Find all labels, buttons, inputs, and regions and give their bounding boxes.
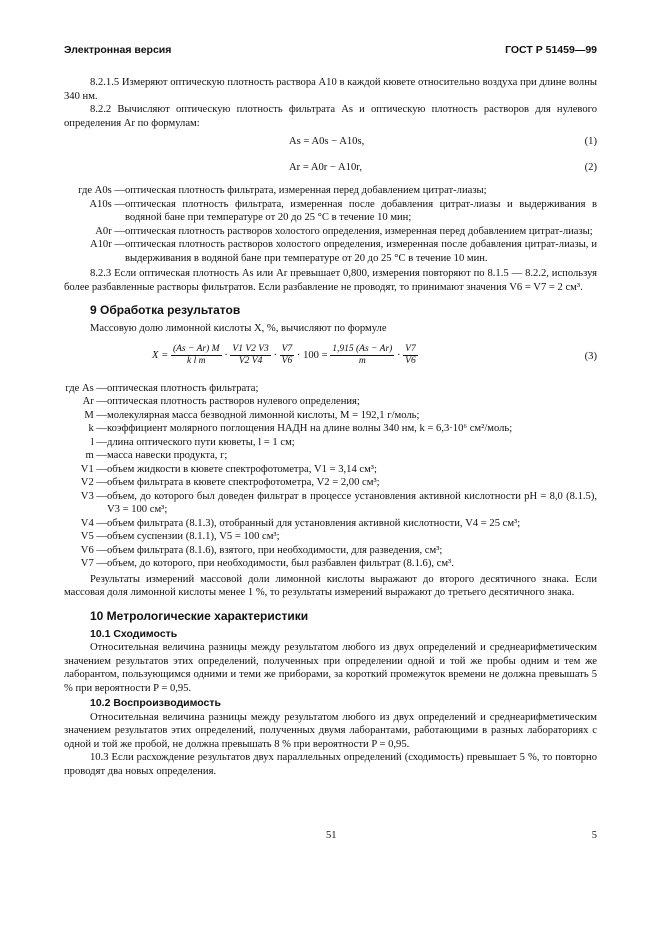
fraction-den: m (358, 355, 366, 366)
header-edition: Электронная версия (64, 44, 172, 56)
formula-1 (64, 130, 597, 156)
definition-term: где As — (65, 382, 107, 394)
definition-desc: оптическая плотность фильтрата; (107, 382, 259, 394)
dot: · (224, 349, 228, 361)
definition-row (64, 530, 597, 544)
definition-row (64, 382, 597, 396)
fraction-num: 1,915 (As − Ar) (332, 343, 393, 354)
definition-desc: оптическая плотность фильтрата, измеренная перед добавлением цитрат-лиазы; (125, 185, 487, 196)
definition-row (64, 436, 597, 450)
definition-row (64, 225, 597, 239)
formula-2 (64, 156, 597, 182)
definition-desc: объем фильтрата в кювете спектрофотометра, V2 = 2,00 см³; (107, 477, 380, 488)
dot: · (396, 349, 401, 361)
definition-row (64, 238, 597, 265)
definition-row (64, 449, 597, 463)
section-9-result: Результаты измерений массовой доли лимонной кислоты выражают до второго десятичного знака. Если массовая доля лимонной кислоты менее 1 %, то результаты измерений выражают до третьего десятичного знака. (64, 573, 597, 598)
definition-row (64, 517, 597, 531)
definition-desc: оптическая плотность растворов холостого определения, измеренная после добавления цитрат-лиазы, и выдерживания в водяной бане при температуре от 20 до 25 °С в течение 10 мин. (125, 239, 597, 264)
definition-row (64, 395, 597, 409)
dot: · (273, 349, 277, 361)
definition-term: A10r — (89, 239, 125, 250)
formula-2-body: Ar = A0r − A10r, (289, 162, 363, 173)
page-number-center: 51 (326, 830, 337, 841)
definition-row (64, 544, 597, 558)
formula-3-number: (3) (584, 350, 597, 362)
definition-desc: молекулярная масса безводной лимонной кислоты, M = 192,1 г/моль; (107, 409, 420, 421)
definition-desc: объем, до которого был доведен фильтрат в процессе установления активной кислотности pH = 8,0 (8.1.5), V3 = 100 см³; (107, 490, 597, 515)
definition-row (64, 198, 597, 225)
paragraph-8-2-1-5: 8.2.1.5 Измеряют оптическую плотность раствора A10 в каждой кювете относительно воздуха при длине волны 340 нм. (64, 77, 597, 102)
fraction (171, 344, 222, 367)
equals: = (321, 349, 328, 361)
section-10-1-title: 10.1 Сходимость (90, 627, 178, 640)
definitions-1 (64, 184, 597, 265)
definition-row (64, 422, 597, 436)
section-10-3-text: 10.3 Если расхождение результатов двух параллельных определений (сходимость) превышает 5 %, то повторно проводят два новых определения. (64, 752, 597, 777)
definition-term: l — (90, 436, 107, 448)
definition-desc: оптическая плотность растворов холостого определения, измеренная перед добавлением цитрат-лиазы; (125, 225, 593, 237)
fraction-den: k l m (187, 355, 206, 366)
fraction-num: V1 V2 V3 (232, 343, 269, 354)
dot: · (296, 349, 301, 361)
definition-term: V1 — (80, 463, 107, 475)
definition-desc: длина оптического пути кюветы, l = 1 см; (107, 436, 295, 448)
section-10-2-title: 10.2 Воспроизводимость (90, 697, 221, 709)
definition-term: V6 — (80, 544, 107, 556)
fraction-den: V6 (281, 355, 293, 366)
definition-term: Ar — (82, 396, 107, 407)
definition-desc: масса навески продукта, г; (107, 450, 228, 461)
section-9-title: 9 Обработка результатов (90, 303, 241, 317)
definition-desc: оптическая плотность растворов нулевого определения; (107, 396, 360, 407)
fraction (403, 344, 418, 367)
definition-row (64, 463, 597, 477)
definition-row (64, 409, 597, 423)
definition-term: k — (88, 423, 107, 434)
definition-term: V4 — (80, 517, 107, 529)
section-10-title: 10 Метрологические характеристики (90, 608, 309, 623)
definition-term: M — (84, 409, 107, 421)
fraction-num: (As − Ar) M (172, 343, 220, 354)
definition-desc: объем суспензии (8.1.1), V5 = 100 см³; (107, 531, 280, 542)
definition-desc: объем фильтрата (8.1.3), отобранный для установления активной кислотности, V4 = 25 см³; (107, 517, 521, 529)
fraction-den: V6 (405, 355, 416, 366)
section-10-1-text: Относительная величина разницы между результатом любого из двух определений и среднеарифметическим значением результатов этих определений, полученных при определении одной и той же пробы одним и тем же лаборантом, пользующимся одними и теми же приборами, за короткий промежуток времени не должна превышать 5 % при вероятности P = 0,95. (64, 642, 597, 694)
definition-term: V2 — (80, 477, 107, 488)
fraction-den: V2 V4 (238, 355, 263, 366)
section-10-2-text: Относительная величина разницы между результатом любого из двух определений и среднеарифметическим значением результатов этих определений, полученных двумя лаборантами, работающими в разных лабораториях с одной и той же пробой, не должна превышать 8 % при вероятности P = 0,95. (64, 711, 597, 750)
fraction-num: V7 (281, 343, 293, 354)
definition-term: V5 — (80, 531, 107, 542)
definition-term: A10s — (89, 198, 125, 210)
paragraph-8-2-3: 8.2.3 Если оптическая плотность As или Ar превышает 0,800, измерения повторяют по 8.1.5 — 8.2.2, используя более разбавленные растворы фильтратов. Если разбавление не проводят, то принимают значения V6 = V7 = 2 см³. (64, 268, 597, 293)
page-content (64, 76, 597, 778)
paragraph-8-2-2: 8.2.2 Вычисляют оптическую плотность фильтрата As и оптическую плотность растворов для нулевого определения Ar по формулам: (64, 104, 597, 129)
definition-term: V7 — (80, 558, 107, 569)
page-number-right: 5 (591, 830, 597, 841)
definition-desc: объем, до которого, при необходимости, был разбавлен фильтрат (8.1.6), см³. (107, 558, 454, 569)
section-9-intro: Массовую долю лимонной кислоты X, %, вычисляют по формуле (90, 323, 387, 334)
definition-row (64, 184, 597, 198)
formula-3 (64, 338, 597, 380)
definition-row (64, 557, 597, 571)
definition-term: A0r — (95, 225, 125, 237)
definition-term: где A0s — (78, 185, 125, 196)
formula-1-number: (1) (584, 136, 597, 147)
definition-term: m — (85, 450, 107, 461)
fraction (330, 344, 394, 367)
definition-row (64, 476, 597, 490)
definition-desc: объем фильтрата (8.1.6), взятого, при необходимости, для разведения, см³; (107, 544, 443, 556)
definition-desc: оптическая плотность фильтрата, измеренная после добавления цитрат-лиазы и выдерживания в водяной бане при температуре от 20 до 25 °С в течение 10 мин; (125, 198, 597, 223)
fraction (280, 344, 295, 367)
hundred: 100 (303, 349, 319, 361)
definitions-2 (64, 382, 597, 571)
definition-desc: коэффициент молярного поглощения НАДН на длине волны 340 нм, k = 6,3·10⁶ см²/моль; (107, 423, 513, 434)
fraction (230, 344, 270, 367)
header-standard-number: ГОСТ Р 51459—99 (505, 44, 597, 56)
definition-row (64, 490, 597, 517)
formula-lhs: X = (152, 349, 169, 361)
definition-desc: объем жидкости в кювете спектрофотометра, V1 = 3,14 см³; (107, 463, 377, 475)
formula-1-body: As = A0s − A10s, (289, 136, 365, 147)
formula-2-number: (2) (584, 162, 597, 173)
fraction-num: V7 (405, 343, 416, 354)
definition-term: V3 — (80, 490, 107, 502)
formula-3-body (152, 344, 418, 367)
